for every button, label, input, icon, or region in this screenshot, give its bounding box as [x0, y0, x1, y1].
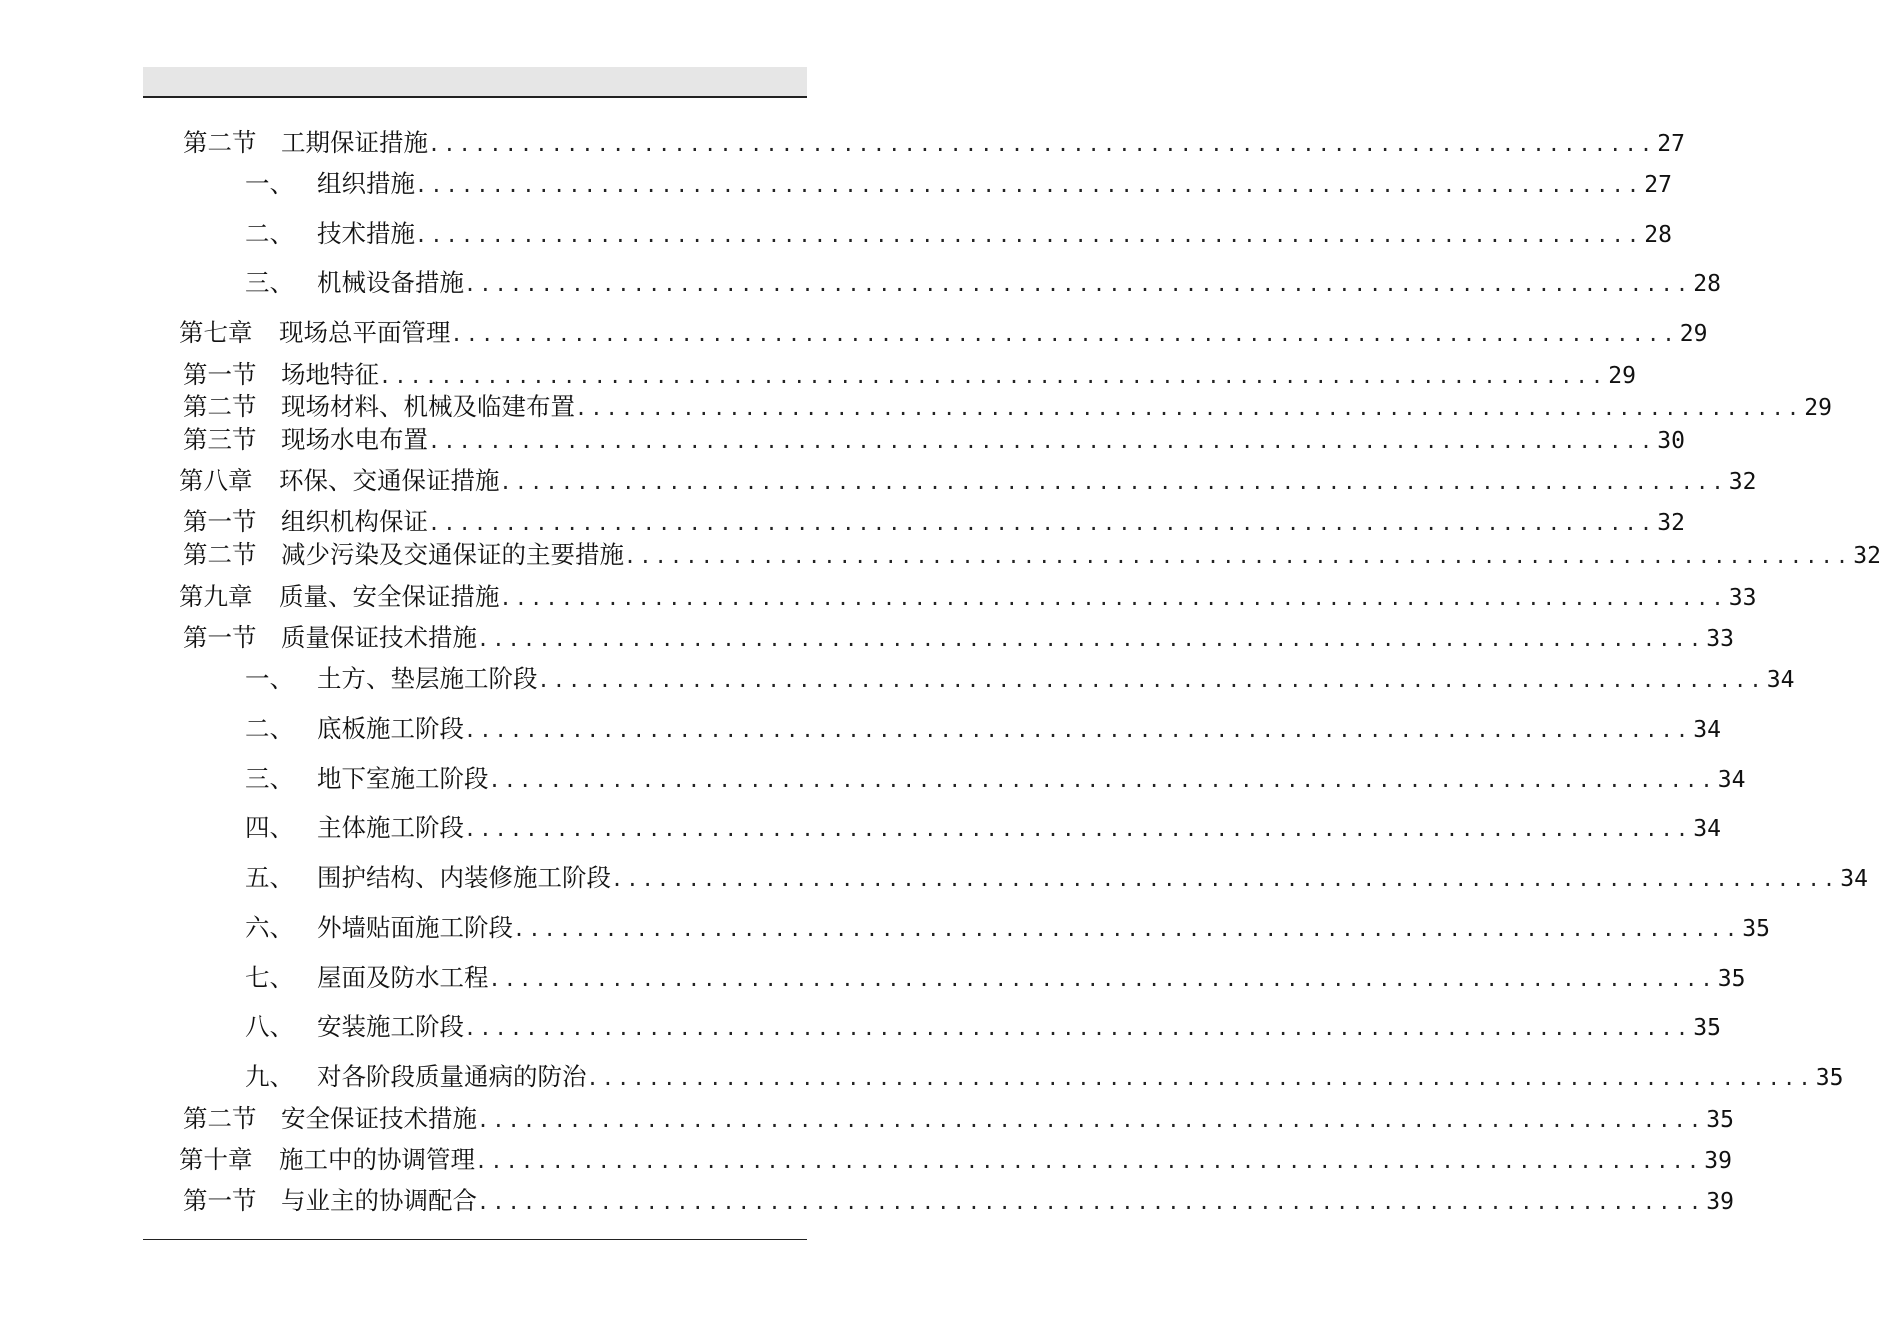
toc-leader-dots: ................................................................................ — [586, 1066, 1814, 1090]
toc-page-number: 34 — [1693, 816, 1721, 842]
toc-title: 质量、安全保证措施 — [279, 582, 500, 611]
toc-number: 八、 — [245, 1012, 294, 1041]
toc-title: 质量保证技术措施 — [281, 623, 477, 652]
toc-leader-dots: ................................................................................ — [415, 223, 1643, 247]
toc-entry[interactable] — [183, 127, 1685, 159]
toc-page-number: 34 — [1766, 667, 1795, 693]
toc-number: 第八章 — [179, 466, 253, 495]
toc-leader-dots: ................................................................................ — [428, 429, 1656, 453]
toc-number: 第二节 — [183, 1104, 257, 1133]
toc-leader-dots: ................................................................................ — [464, 718, 1692, 742]
toc-number: 七、 — [245, 963, 294, 992]
toc-title: 工期保证措施 — [281, 128, 428, 157]
toc-leader-dots: ................................................................................ — [464, 1016, 1692, 1040]
toc-page-number: 35 — [1706, 1107, 1734, 1133]
toc-leader-dots: ................................................................................ — [428, 511, 1656, 535]
toc-entry[interactable] — [245, 812, 1721, 844]
toc-page-number: 35 — [1717, 966, 1746, 992]
toc-leader-dots: ................................................................................ — [499, 470, 1727, 494]
toc-entry[interactable] — [183, 1103, 1734, 1135]
toc-page-number: 27 — [1657, 131, 1685, 157]
toc-title: 屋面及防水工程 — [317, 963, 489, 992]
toc-entry[interactable] — [183, 391, 1832, 423]
toc-page-number: 32 — [1853, 543, 1881, 569]
toc-leader-dots: ................................................................................ — [415, 173, 1643, 197]
toc-number: 第二节 — [183, 392, 257, 421]
toc-number: 第一节 — [183, 623, 257, 652]
toc-title: 减少污染及交通保证的主要措施 — [281, 540, 624, 569]
toc-title: 组织措施 — [317, 169, 415, 198]
toc-entry[interactable] — [245, 912, 1770, 944]
toc-number: 四、 — [245, 813, 294, 842]
toc-leader-dots: ................................................................................ — [575, 396, 1803, 420]
toc-leader-dots: ................................................................................ — [477, 627, 1705, 651]
toc-number: 第十章 — [179, 1145, 253, 1174]
toc-number: 第三节 — [183, 425, 257, 454]
toc-entry[interactable] — [245, 168, 1672, 200]
toc-entry[interactable] — [183, 539, 1881, 571]
toc-page-number: 33 — [1728, 585, 1757, 611]
toc-leader-dots: ................................................................................ — [475, 1149, 1703, 1173]
toc-leader-dots: ................................................................................ — [499, 586, 1727, 610]
toc-number: 第二节 — [183, 540, 257, 569]
toc-page-number: 32 — [1657, 510, 1685, 536]
toc-page-number: 35 — [1742, 916, 1770, 942]
toc-entry[interactable] — [245, 862, 1868, 894]
toc-leader-dots: ................................................................................ — [464, 817, 1692, 841]
toc-page-number: 39 — [1704, 1148, 1732, 1174]
toc-number: 一、 — [245, 169, 294, 198]
toc-page-number: 29 — [1608, 363, 1636, 389]
toc-page-number: 28 — [1693, 271, 1721, 297]
toc-page-number: 34 — [1693, 717, 1721, 743]
toc-leader-dots: ................................................................................ — [379, 364, 1607, 388]
toc-title: 场地特征 — [281, 360, 379, 389]
toc-number: 九、 — [245, 1062, 294, 1091]
toc-number: 第七章 — [179, 318, 253, 347]
toc-title: 围护结构、内装修施工阶段 — [317, 863, 611, 892]
toc-entry[interactable] — [179, 1144, 1732, 1176]
toc-page-number: 32 — [1728, 469, 1757, 495]
toc-entry[interactable] — [183, 359, 1636, 391]
toc-number: 三、 — [245, 268, 294, 297]
toc-title: 现场水电布置 — [281, 425, 428, 454]
toc-entry[interactable] — [179, 581, 1757, 613]
toc-title: 底板施工阶段 — [317, 714, 464, 743]
toc-title: 对各阶段质量通病的防治 — [317, 1062, 587, 1091]
toc-entry[interactable] — [183, 424, 1685, 456]
toc-leader-dots: ................................................................................ — [450, 322, 1678, 346]
toc-title: 技术措施 — [317, 219, 415, 248]
toc-number: 三、 — [245, 764, 294, 793]
toc-entry[interactable] — [245, 267, 1721, 299]
toc-leader-dots: ................................................................................ — [464, 272, 1692, 296]
toc-leader-dots: ................................................................................ — [477, 1108, 1705, 1132]
toc-title: 外墙贴面施工阶段 — [317, 913, 513, 942]
toc-title: 与业主的协调配合 — [281, 1186, 477, 1215]
toc-number: 第一节 — [183, 360, 257, 389]
toc-number: 二、 — [245, 714, 294, 743]
toc-leader-dots: ................................................................................ — [428, 132, 1656, 156]
toc-page-number: 34 — [1840, 866, 1868, 892]
toc-title: 现场材料、机械及临建布置 — [281, 392, 575, 421]
toc-page-number: 29 — [1679, 321, 1708, 347]
toc-number: 六、 — [245, 913, 294, 942]
toc-page-number: 28 — [1644, 222, 1672, 248]
toc-number: 第一节 — [183, 1186, 257, 1215]
toc-page-number: 35 — [1693, 1015, 1721, 1041]
toc-entry[interactable] — [245, 713, 1721, 745]
toc-leader-dots: ................................................................................ — [513, 917, 1741, 941]
toc-leader-dots: ................................................................................ — [488, 768, 1716, 792]
toc-entry[interactable] — [183, 1185, 1734, 1217]
toc-title: 施工中的协调管理 — [279, 1145, 475, 1174]
toc-title: 安装施工阶段 — [317, 1012, 464, 1041]
toc-entry[interactable] — [245, 1011, 1721, 1043]
toc-title: 组织机构保证 — [281, 507, 428, 536]
toc-title: 机械设备措施 — [317, 268, 464, 297]
toc-number: 第一节 — [183, 507, 257, 536]
toc-page-number: 33 — [1706, 626, 1734, 652]
toc-number: 第九章 — [179, 582, 253, 611]
toc-entry[interactable] — [245, 1061, 1844, 1093]
toc-entry[interactable] — [245, 663, 1795, 695]
toc-leader-dots: ................................................................................ — [488, 967, 1716, 991]
toc-entry[interactable] — [179, 465, 1757, 497]
toc-title: 主体施工阶段 — [317, 813, 464, 842]
toc-number: 二、 — [245, 219, 294, 248]
toc-number: 五、 — [245, 863, 294, 892]
toc-page-number: 34 — [1717, 767, 1746, 793]
toc-entry[interactable] — [245, 763, 1746, 795]
toc-number: 第二节 — [183, 128, 257, 157]
toc-leader-dots: ................................................................................ — [537, 668, 1765, 692]
toc-page-number: 30 — [1657, 428, 1685, 454]
toc-title: 地下室施工阶段 — [317, 764, 489, 793]
toc-page-number: 35 — [1815, 1065, 1844, 1091]
toc-title: 环保、交通保证措施 — [279, 466, 500, 495]
toc-title: 现场总平面管理 — [279, 318, 451, 347]
toc-leader-dots: ................................................................................ — [477, 1190, 1705, 1214]
toc-title: 安全保证技术措施 — [281, 1104, 477, 1133]
toc-entry[interactable] — [183, 622, 1734, 654]
toc-page-number: 27 — [1644, 172, 1672, 198]
toc-page-number: 39 — [1706, 1189, 1734, 1215]
toc-entry[interactable] — [183, 506, 1685, 538]
toc-entry[interactable] — [245, 962, 1746, 994]
toc-entry[interactable] — [179, 317, 1708, 349]
toc-leader-dots: ................................................................................ — [611, 867, 1839, 891]
toc-leader-dots: ................................................................................ — [624, 544, 1852, 568]
toc-number: 一、 — [245, 664, 294, 693]
toc-page-number: 29 — [1804, 395, 1832, 421]
toc-title: 土方、垫层施工阶段 — [317, 664, 538, 693]
toc-entry[interactable] — [245, 218, 1672, 250]
page-footer-rule — [143, 1239, 807, 1240]
